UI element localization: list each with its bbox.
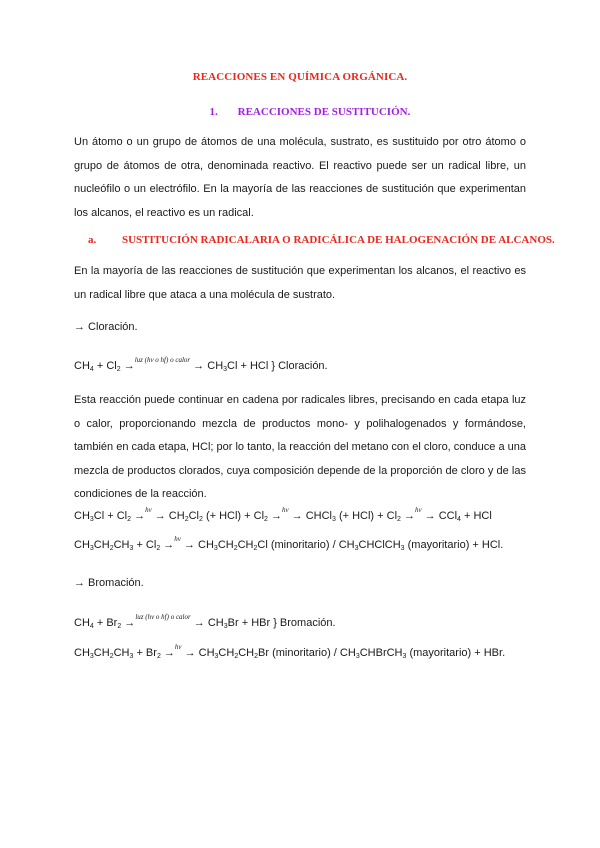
bromination-equation-2: $CH_3CH_2CH_3 + Br_2 \to^{h\nu} \to CH_3CH_2CH_2Br$ (minoritario) / $CH_3CHBrCH_3$ (mayoritario) + HBr. [74,643,506,660]
chlorination-label: → Cloración. [74,321,138,333]
subsection-letter: a. [88,234,97,246]
bromination-label: → Bromación. [74,577,144,589]
subsection-heading [88,234,558,246]
chlorination-equation-3: $CH_3CH_2CH_3 + Cl_2 \to^{h\nu} \to CH_3CH_2CH_2Cl$ (minoritario) / $CH_3CHClCH_3$ (mayoritario) + HCl. [74,535,504,552]
reaction-condition: luz (hν o hf) o calor [135,613,191,621]
subsection-paragraph: En la mayoría de las reacciones de sustitución que experimentan los alcanos, el reactivo es un radical libre que ataca a una molécula de sustrato. [74,265,526,301]
intro-paragraph: Un átomo o un grupo de átomos de una molécula, sustrato, es sustituido por otro átomo o grupo de átomos de otra, denominada reactivo. El reactivo puede ser un radical libre, un nucleófilo o un electrófilo. En la mayoría de las reacciones de sustitución que experimentan los alcanos, el reactivo es un radical. [74,136,526,219]
document-title: REACCIONES EN QUÍMICA ORGÁNICA. [192,71,408,83]
chlorination-equation-1: $CH_4 + Cl_2 \to^{luz (h\nu o hf) o calor} \to CH_3Cl$ + HCl } Cloración. [74,356,328,373]
chlorination-equation-2: $CH_3Cl + Cl_2 \to^{h\nu} \to CH_2Cl_2$ (+ $HCl) + Cl_2 \to^{h\nu}$ → CHCl$_3$ (+ $HCl) + Cl_2 \to^{h\nu} \to CCl_4$ + HCl [74,506,492,523]
chlorination-explanation: Esta reacción puede continuar en cadena por radicales libres, precisando en cada etapa luz o calor, proporcionando mezcla de productos mono- y polihalogenados y formándose, también en cada etapa, HCl; por lo tanto, la reacción del metano con el cloro, conduce a una mezcla de productos clorados, cuya composición depende de la proporción de cloro y de las condiciones de la reacción. [74,394,526,500]
subsection-title: SUSTITUCIÓN RADICALARIA O RADICÁLICA DE HALOGENACIÓN DE ALCANOS. [122,234,555,246]
section-heading [0,106,600,118]
bromination-equation-1: $CH_4 + Br_2 \to^{luz (h\nu o hf) o calor} \to CH_3Br$ + HBr } Bromación. [74,613,336,630]
reaction-condition: luz (hν o hf) o calor [134,356,191,364]
section-title: REACCIONES DE SUSTITUCIÓN. [237,106,411,118]
section-number: 1. [209,106,218,118]
